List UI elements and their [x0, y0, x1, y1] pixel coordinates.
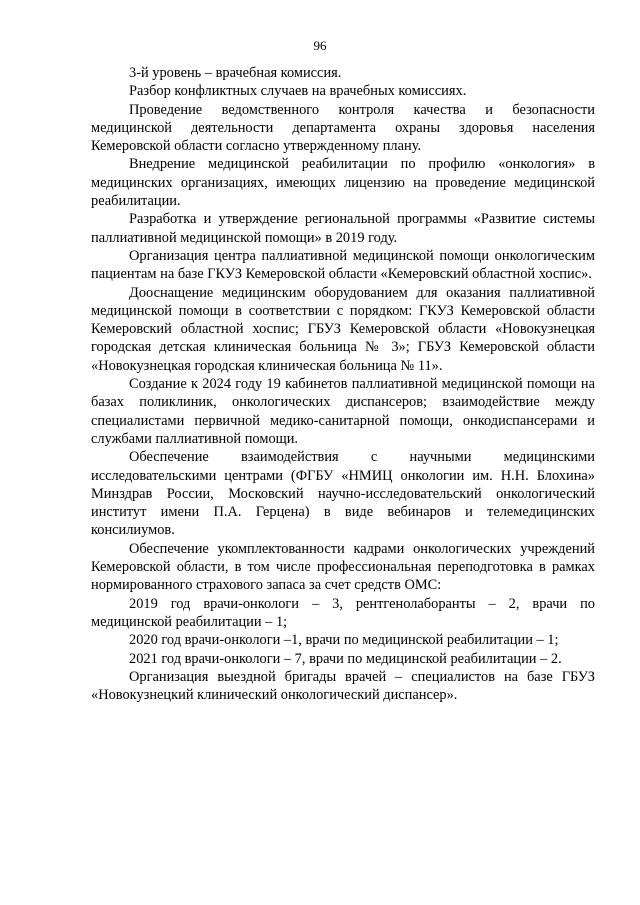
paragraph: Разработка и утверждение региональной программы «Развитие системы паллиативной медицинской помощи» в 2019 году.: [91, 211, 595, 246]
paragraph: 2019 год врачи-онкологи – 3, рентгенолаборанты – 2, врачи по медицинской реабилитации – 1;: [91, 595, 595, 630]
paragraph: Организация центра паллиативной медицинской помощи онкологическим пациентам на базе ГКУЗ Кемеровской области «Кемеровский областной хоспис».: [91, 247, 595, 283]
document-body: [91, 64, 595, 704]
paragraph: Проведение ведомственного контроля качества и безопасности медицинской деятельности департамента охраны здоровья населения Кемеровской области согласно утвержденному плану.: [91, 101, 595, 155]
paragraph: Организация выездной бригады врачей – специалистов на базе ГБУЗ «Новокузнецкий клинический онкологический диспансер».: [91, 668, 595, 704]
paragraph: Внедрение медицинской реабилитации по профилю «онкология» в медицинских организациях, имеющих лицензию на проведение медицинской реабилитации.: [91, 156, 595, 210]
paragraph: Создание к 2024 году 19 кабинетов паллиативной медицинской помощи на базах поликлиник, онкологических диспансеров; взаимодействие между специалистами первичной медико-санитарной помощи, онкодиспансерами и службами паллиативной помощи.: [91, 376, 595, 447]
paragraph: Дооснащение медицинским оборудованием для оказания паллиативной медицинской помощи в соответствии с порядком: ГКУЗ Кемеровской области Кемеровский областной хоспис; ГБУЗ Кемеровской области «Новокузнецкая городская детская клиническая больница № 3»; ГБУЗ Кемеровской области «Новокузнецкая городская клиническая больница № 11».: [91, 284, 595, 374]
paragraph: 2021 год врачи-онкологи – 7, врачи по медицинской реабилитации – 2.: [129, 650, 562, 667]
paragraph: 3-й уровень – врачебная комиссия.: [129, 65, 342, 81]
paragraph: Разбор конфликтных случаев на врачебных комиссиях.: [129, 83, 467, 100]
page-number: 96: [313, 38, 327, 53]
paragraph: Обеспечение взаимодействия с научными медицинскими исследовательскими центрами (ФГБУ «НМИЦ онкологии им. Н.Н. Блохина» Минздрав России, Московский научно-исследовательский онкологический институт имени П.А. Герцена) в виде вебинаров и телемедицинских консилиумов.: [91, 449, 595, 539]
paragraph: Обеспечение укомплектованности кадрами онкологических учреждений Кемеровской области, в том числе профессиональная переподготовка в рамках нормированного страхового запаса за счет средств ОМС:: [91, 540, 595, 594]
paragraph: 2020 год врачи-онкологи –1, врачи по медицинской реабилитации – 1;: [129, 632, 559, 649]
